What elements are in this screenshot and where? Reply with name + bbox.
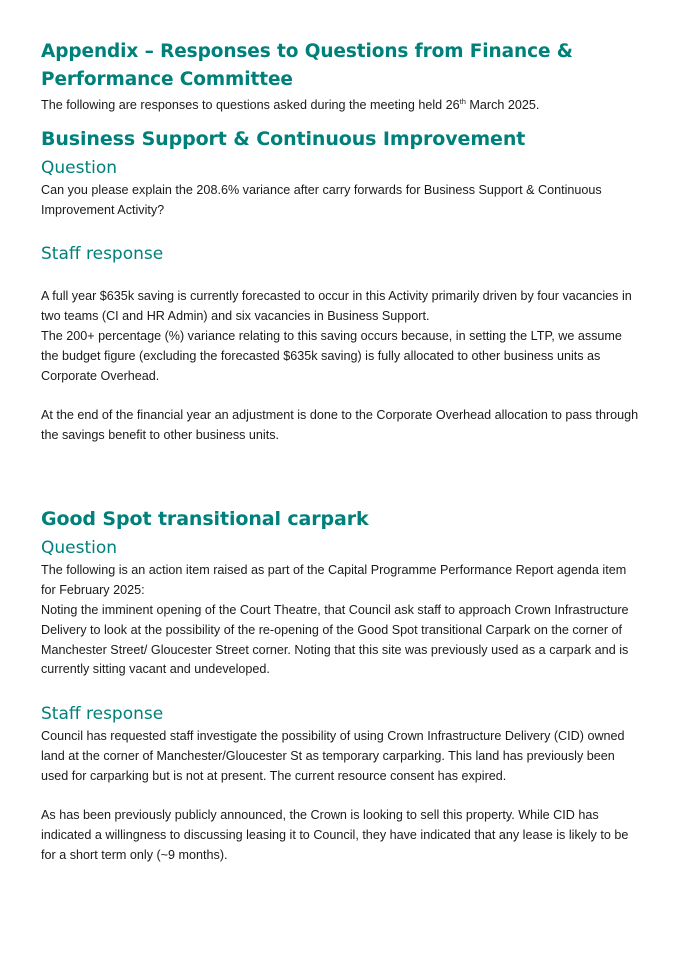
response-paragraph: At the end of the financial year an adjustment is done to the Corporate Overhead allocation to pass through the savings benefit to other business units. [41, 408, 639, 442]
section-title-good-spot-carpark: Good Spot transitional carpark [41, 508, 369, 530]
question-text: Can you please explain the 208.6% variance after carry forwards for Business Support & Continuous Improvement Activity? [41, 183, 602, 217]
response-paragraph: As has been previously publicly announced, the Crown is looking to sell this property. While CID has indicated a willingness to discussing leasing it to Council, they have indicated that any lease is likely to be for a short term only (~9 months). [41, 808, 629, 862]
section-title-business-support: Business Support & Continuous Improvement [41, 128, 526, 150]
question-heading: Question [41, 538, 118, 558]
staff-response-heading: Staff response [41, 244, 164, 264]
response-paragraph: The 200+ percentage (%) variance relating to this saving occurs because, in setting the LTP, we assume the budget figure (excluding the forecasted $635k saving) is fully allocated to other business units as Corporate Overhead. [41, 329, 622, 383]
question-text: The following is an action item raised as part of the Capital Programme Performance Report agenda item for February 2025: [41, 563, 627, 597]
question-heading: Question [41, 158, 118, 178]
appendix-intro: The following are responses to questions asked during the meeting held 26th March 2025. [41, 96, 540, 112]
response-paragraph: A full year $635k saving is currently forecasted to occur in this Activity primarily driven by four vacancies in two teams (CI and HR Admin) and six vacancies in Business Support. [41, 289, 632, 323]
staff-response-heading: Staff response [41, 704, 164, 724]
question-text: Noting the imminent opening of the Court Theatre, that Council ask staff to approach Crown Infrastructure Delivery to look at the possibility of the re-opening of the Good Spot transitional Carpark on the corner of Manchester Street/ Gloucester Street corner. Noting that this site was previously used as a carpark and is currently sitting vacant and undeveloped. [41, 603, 629, 677]
appendix-title: Appendix – Responses to Questions from Finance & Performance Committee [41, 41, 573, 90]
response-paragraph: Council has requested staff investigate the possibility of using Crown Infrastructure Delivery (CID) owned land at the corner of Manchester/Gloucester St as temporary carparking. This land has previously been used for carparking but is not at present. The current resource consent has expired. [41, 729, 625, 783]
